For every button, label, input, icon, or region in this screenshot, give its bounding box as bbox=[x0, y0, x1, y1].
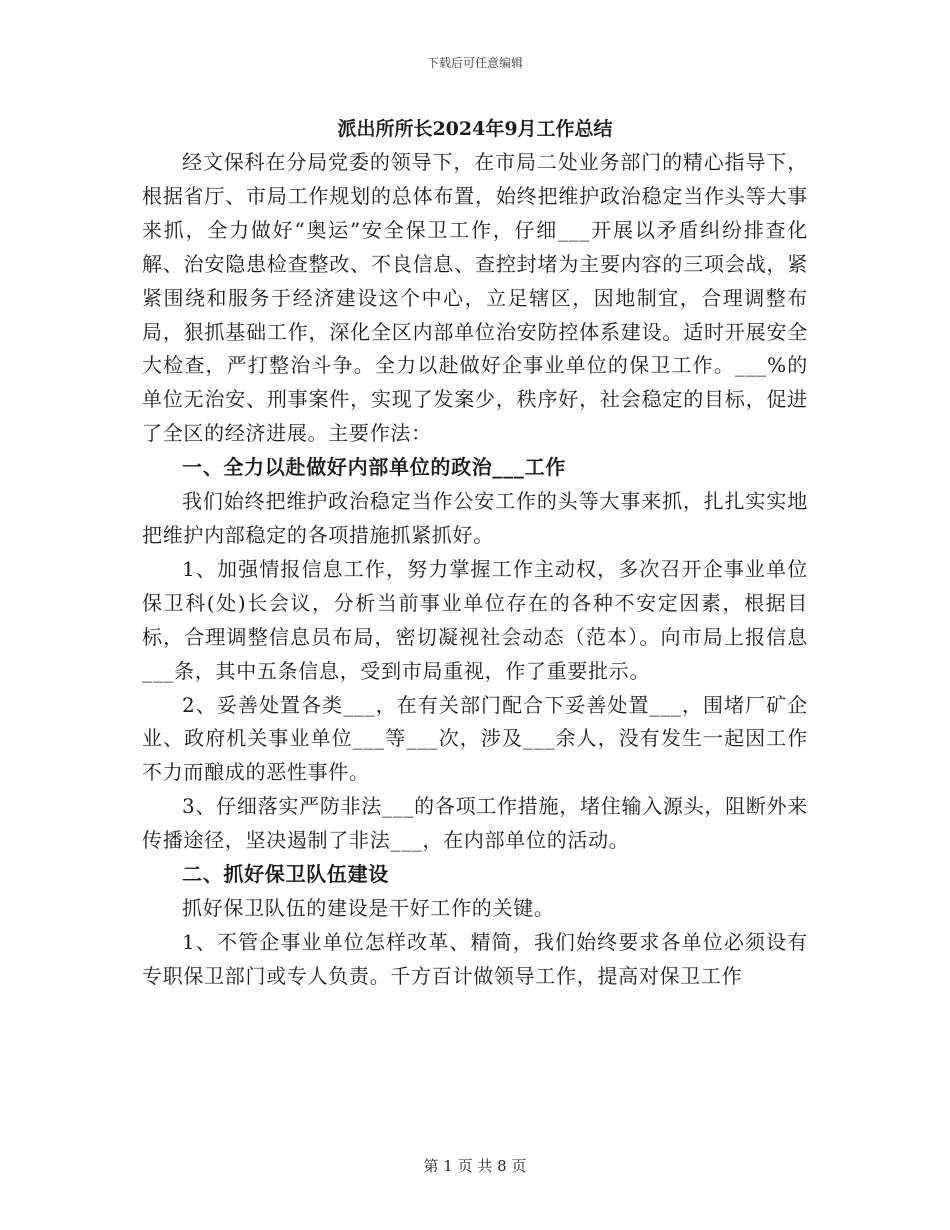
document-title: 派出所所长2024年9月工作总结 bbox=[337, 118, 613, 140]
paragraph-intro: 经文保科在分局党委的领导下，在市局二处业务部门的精心指导下，根据省厅、市局工作规划的总体布置，始终把维护政治稳定当作头等大事来抓，全力做好“奥运”安全保卫工作，仔细___开展以矛盾纠纷排查化解、治安隐患检查整改、不良信息、查控封堵为主要内容的三项会战，紧紧围绕和服务于经济建设这个中心，立足辖区，因地制宜，合理调整布局，狠抓基础工作，深化全区内部单位治安防控体系建设。适时开展安全大检查，严打整治斗争。全力以赴做好企事业单位的保卫工作。___%的单位无治安、刑事案件，实现了发案少，秩序好，社会稳定的目标，促进了全区的经济进展。主要作法： bbox=[142, 150, 808, 446]
paragraph-item-3: 3、仔细落实严防非法___的各项工作措施，堵住输入源头，阻断外来传播途径，坚决遏制了非法___，在内部单位的活动。 bbox=[142, 794, 808, 853]
header-note: 下载后可任意编辑 bbox=[426, 56, 523, 70]
paragraph-item-2: 2、妥善处置各类___，在有关部门配合下妥善处置___，围堵厂矿企业、政府机关事业单位___等___次，涉及___余人，没有发生一起因工作不力而酿成的恶性事件。 bbox=[142, 692, 808, 785]
document-body bbox=[142, 112, 808, 994]
page-footer: 第 1 页 共 8 页 bbox=[423, 1157, 527, 1175]
paragraph: 我们始终把维护政治稳定当作公安工作的头等大事来抓，扎扎实实地把维护内部稳定的各项措施抓紧抓好。 bbox=[142, 489, 808, 547]
paragraph-item-1: 1、加强情报信息工作，努力掌握工作主动权，多次召开企事业单位保卫科(处)长会议，分析当前事业单位存在的各种不安定因素，根据目标，合理调整信息员布局，密切凝视社会动态（范本）。向市局上报信息___条，其中五条信息，受到市局重视，作了重要批示。 bbox=[142, 556, 808, 683]
paragraph: 抓好保卫队伍的建设是干好工作的关键。 bbox=[182, 895, 555, 920]
section-heading-1: 一、全力以赴做好内部单位的政治___工作 bbox=[182, 455, 566, 480]
paragraph-item-1: 1、不管企事业单位怎样改革、精简，我们始终要求各单位必须设有专职保卫部门或专人负责。千方百计做领导工作，提高对保卫工作 bbox=[142, 929, 808, 988]
section-heading-2: 二、抓好保卫队伍建设 bbox=[182, 862, 389, 887]
